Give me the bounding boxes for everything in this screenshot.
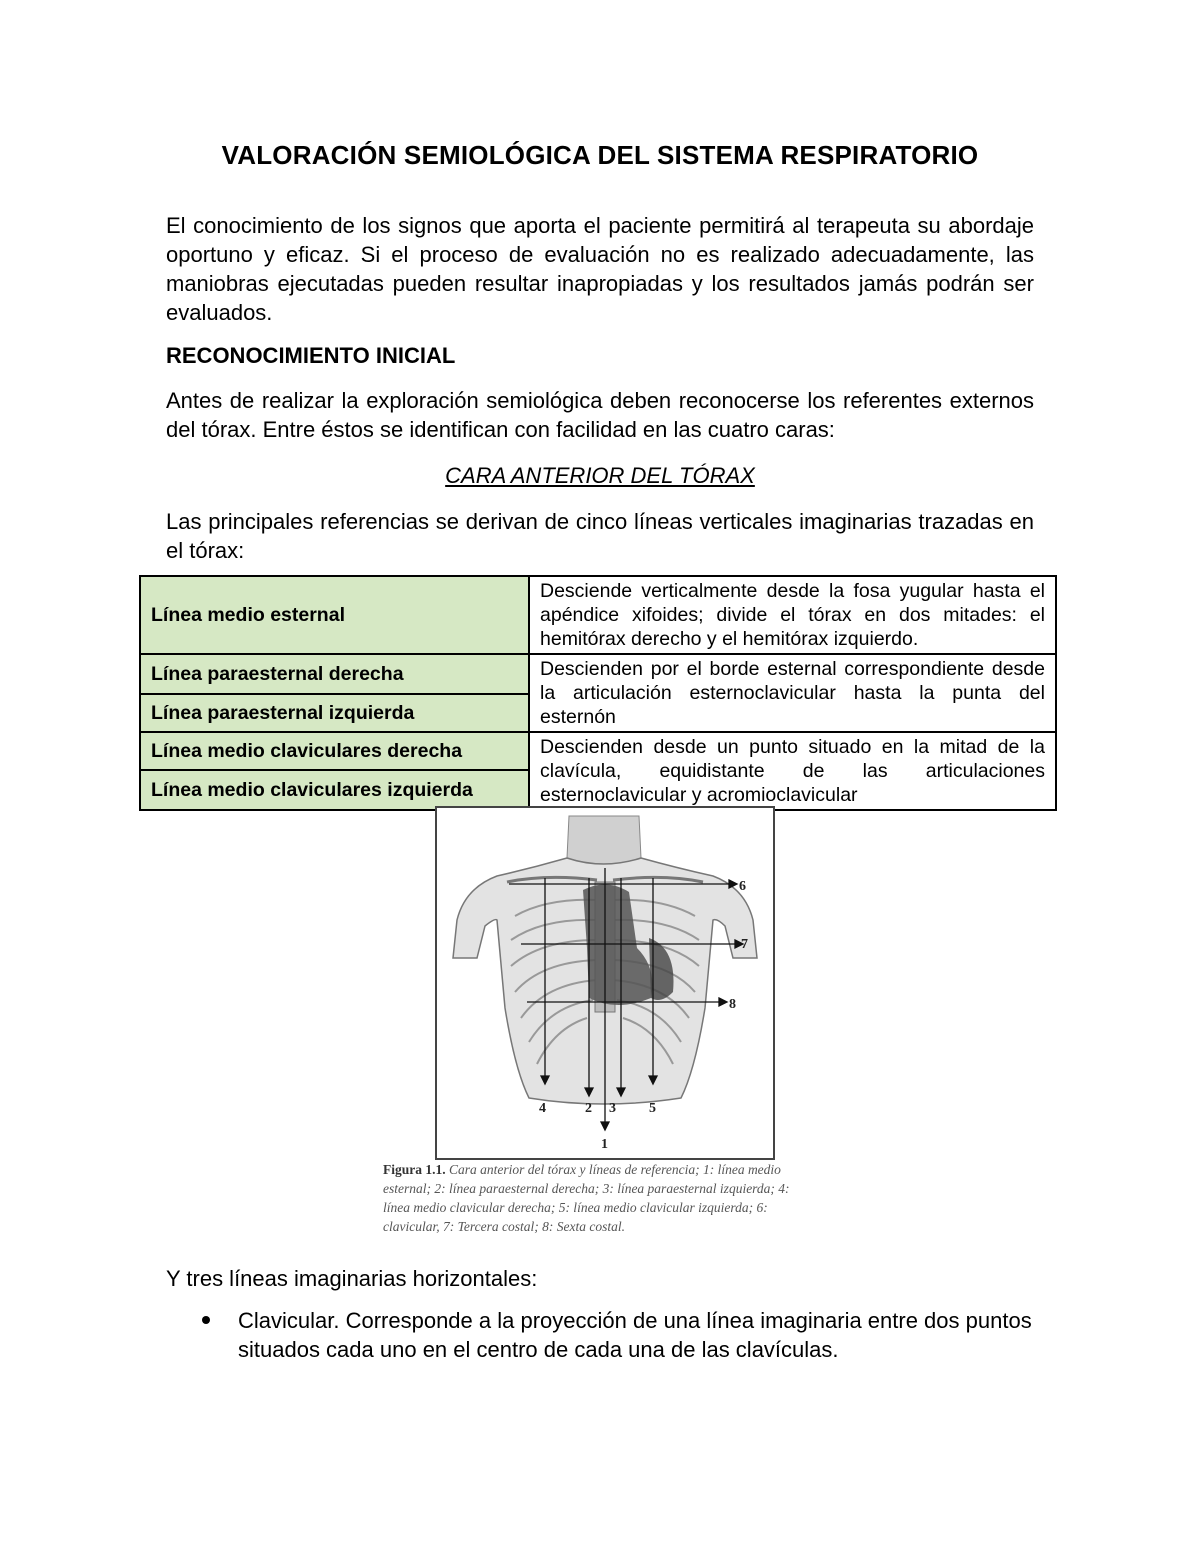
lines-intro-paragraph: Las principales referencias se derivan de cinco líneas verticales imaginarias trazadas en el tórax: [166,509,1034,563]
section-paragraph: Antes de realizar la exploración semiológica deben reconocerse los referentes externos del tórax. Entre éstos se identifican con facilidad en las cuatro caras: [166,388,1034,442]
figure-label: 6 [739,879,746,894]
bullet-icon [202,1316,210,1324]
table-row [140,732,1056,770]
figure-label: 4 [539,1101,546,1116]
figure-label: 2 [585,1101,592,1116]
table-row [140,654,1056,694]
table-row [140,576,1056,654]
thorax-figure [435,806,775,1160]
reference-lines-table [139,575,1057,811]
document-title: VALORACIÓN SEMIOLÓGICA DEL SISTEMA RESPIRATORIO [221,140,979,170]
line-name-cell: Línea medio esternal [140,576,529,654]
figure-label: 7 [741,937,748,952]
intro-paragraph: El conocimiento de los signos que aporta el paciente permitirá al terapeuta su abordaje oportuno y eficaz. Si el proceso de evaluación no es realizado adecuadamente, las maniobras ejecutadas pueden resultar inapropiadas y los resultados jamás podrán ser evaluados. [166,213,1034,325]
figure-caption-label: Figura 1.1. [383,1162,446,1177]
figure-label: 8 [729,997,736,1012]
list-item-text: Clavicular. Corresponde a la proyección de una línea imaginaria entre dos puntos situados cada uno en el centro de cada una de las clavículas. [238,1308,1032,1362]
section-heading: RECONOCIMIENTO INICIAL [166,343,456,368]
figure-label: 5 [649,1101,656,1116]
line-name-cell: Línea medio claviculares izquierda [140,770,529,810]
figure-label: 3 [609,1101,616,1116]
line-description-cell: Descienden desde un punto situado en la mitad de la clavícula, equidistante de las articulaciones esternoclavicular y acromioclavicular [529,732,1056,810]
line-description-cell: Desciende verticalmente desde la fosa yugular hasta el apéndice xifoides; divide el tórax en dos mitades: el hemitórax derecho y el hemitórax izquierdo. [529,576,1056,654]
list-item [166,1306,1034,1364]
figure-caption-text: Cara anterior del tórax y líneas de referencia; 1: línea medio esternal; 2: línea paraesternal derecha; 3: línea paraesternal izquierda; 4: línea medio clavicular derecha; 5: línea medio clavicular izquierda; 6: clavicular, 7: Tercera costal; 8: Sexta costal. [383,1162,790,1234]
horizontal-lines-intro: Y tres líneas imaginarias horizontales: [166,1266,538,1291]
line-name-cell: Línea medio claviculares derecha [140,732,529,770]
subheading-anterior-thorax: CARA ANTERIOR DEL TÓRAX [445,463,755,488]
figure-caption [383,1160,813,1236]
thorax-illustration [437,808,773,1158]
figure-label: 1 [601,1137,608,1152]
line-description-cell: Descienden por el borde esternal correspondiente desde la articulación esternoclavicular hasta la punta del esternón [529,654,1056,732]
line-name-cell: Línea paraesternal izquierda [140,694,529,732]
line-name-cell: Línea paraesternal derecha [140,654,529,694]
horizontal-lines-list [166,1306,1034,1364]
